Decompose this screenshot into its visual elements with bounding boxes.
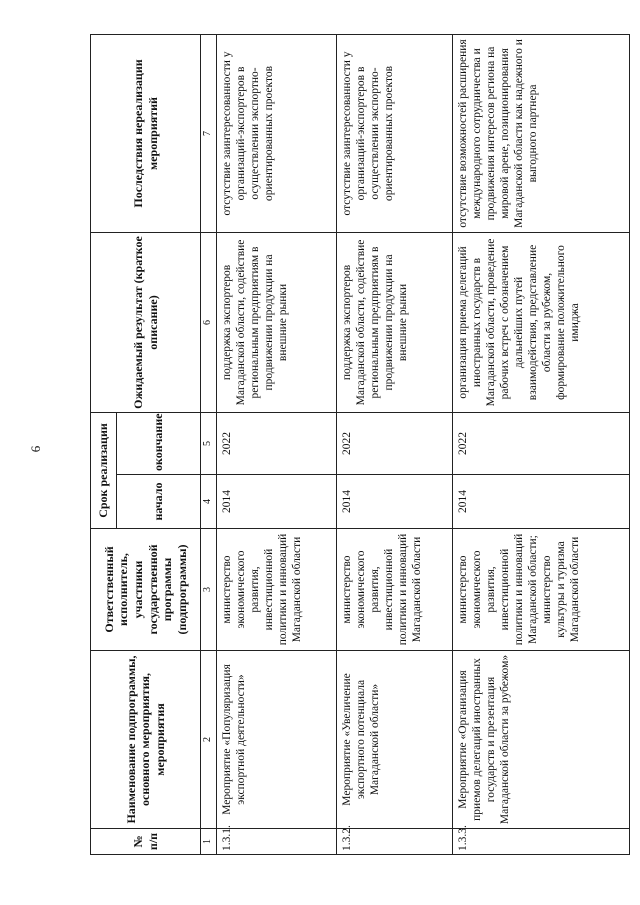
row-result: поддержка экспортеров Магаданской области, содействие региональным предприятиям в продвижении продукции на внешние рынки bbox=[337, 232, 453, 412]
column-number: 4 bbox=[201, 475, 217, 529]
row-consequences: отсутствие заинтересованности у организаций-экспортеров в осуществлении экспортно-ориентированных проектов bbox=[217, 34, 337, 232]
rotated-page bbox=[90, 35, 630, 855]
header-executor: Ответственный исполнитель, участники государственной программы (подпрограммы) bbox=[91, 529, 201, 651]
row-executor: министерство экономического развития, инвестиционной политики и инноваций Магаданской области bbox=[337, 529, 453, 651]
row-consequences: отсутствие возможностей расширения международного сотрудничества и продвижения интересов региона на мировой арене, позиционирования Магаданской области как надежного и выгодного партнера bbox=[453, 34, 630, 232]
row-end: 2022 bbox=[453, 412, 630, 474]
header-result: Ожидаемый результат (краткое описание) bbox=[91, 232, 201, 412]
row-num: 1.3.1. bbox=[217, 829, 337, 855]
header-name: Наименование подпрограммы, основного мероприятия, мероприятия bbox=[91, 651, 201, 829]
header-num: № п/п bbox=[91, 829, 201, 855]
row-name: Мероприятие «Увеличение экспортного потенциала Магаданской области» bbox=[337, 651, 453, 829]
row-consequences: отсутствие заинтересованности у организаций-экспортеров в осуществлении экспортно-ориентированных проектов bbox=[337, 34, 453, 232]
page-number: 6 bbox=[28, 445, 43, 453]
header-end: окончание bbox=[117, 412, 201, 474]
column-number: 6 bbox=[201, 232, 217, 412]
row-executor: министерство экономического развития, инвестиционной политики и инноваций Магаданской области bbox=[217, 529, 337, 651]
row-num: 1.3.2. bbox=[337, 829, 453, 855]
row-start: 2014 bbox=[453, 475, 630, 529]
row-name: Мероприятие «Организация приемов делегаций иностранных государств и презентация Магаданской области за рубежом» bbox=[453, 651, 630, 829]
row-end: 2022 bbox=[217, 412, 337, 474]
header-consequences: Последствия нереализации мероприятий bbox=[91, 34, 201, 232]
header-start: начало bbox=[117, 475, 201, 529]
table-row bbox=[337, 34, 453, 854]
column-number: 2 bbox=[201, 651, 217, 829]
column-number: 7 bbox=[201, 34, 217, 232]
column-number: 3 bbox=[201, 529, 217, 651]
header-period: Срок реализации bbox=[91, 412, 117, 528]
row-result: организация приема делегаций иностранных государств в Магаданской области, проведение рабочих встреч с обозначением дальнейших путей взаимодействия, представление области за рубежом, формирование положительного имиджа bbox=[453, 232, 630, 412]
row-num: 1.3.3. bbox=[453, 829, 630, 855]
program-table bbox=[90, 34, 630, 855]
column-number: 1 bbox=[201, 829, 217, 855]
table-row bbox=[453, 34, 630, 854]
row-result: поддержка экспортеров Магаданской области, содействие региональным предприятиям в продвижении продукции на внешние рынки bbox=[217, 232, 337, 412]
row-start: 2014 bbox=[217, 475, 337, 529]
row-end: 2022 bbox=[337, 412, 453, 474]
row-executor: министерство экономического развития, инвестиционной политики и инноваций Магаданской области; министерство культуры и туризма Магаданской области bbox=[453, 529, 630, 651]
row-start: 2014 bbox=[337, 475, 453, 529]
row-name: Мероприятие «Популяризация экспортной деятельности» bbox=[217, 651, 337, 829]
table-row bbox=[217, 34, 337, 854]
column-number: 5 bbox=[201, 412, 217, 474]
